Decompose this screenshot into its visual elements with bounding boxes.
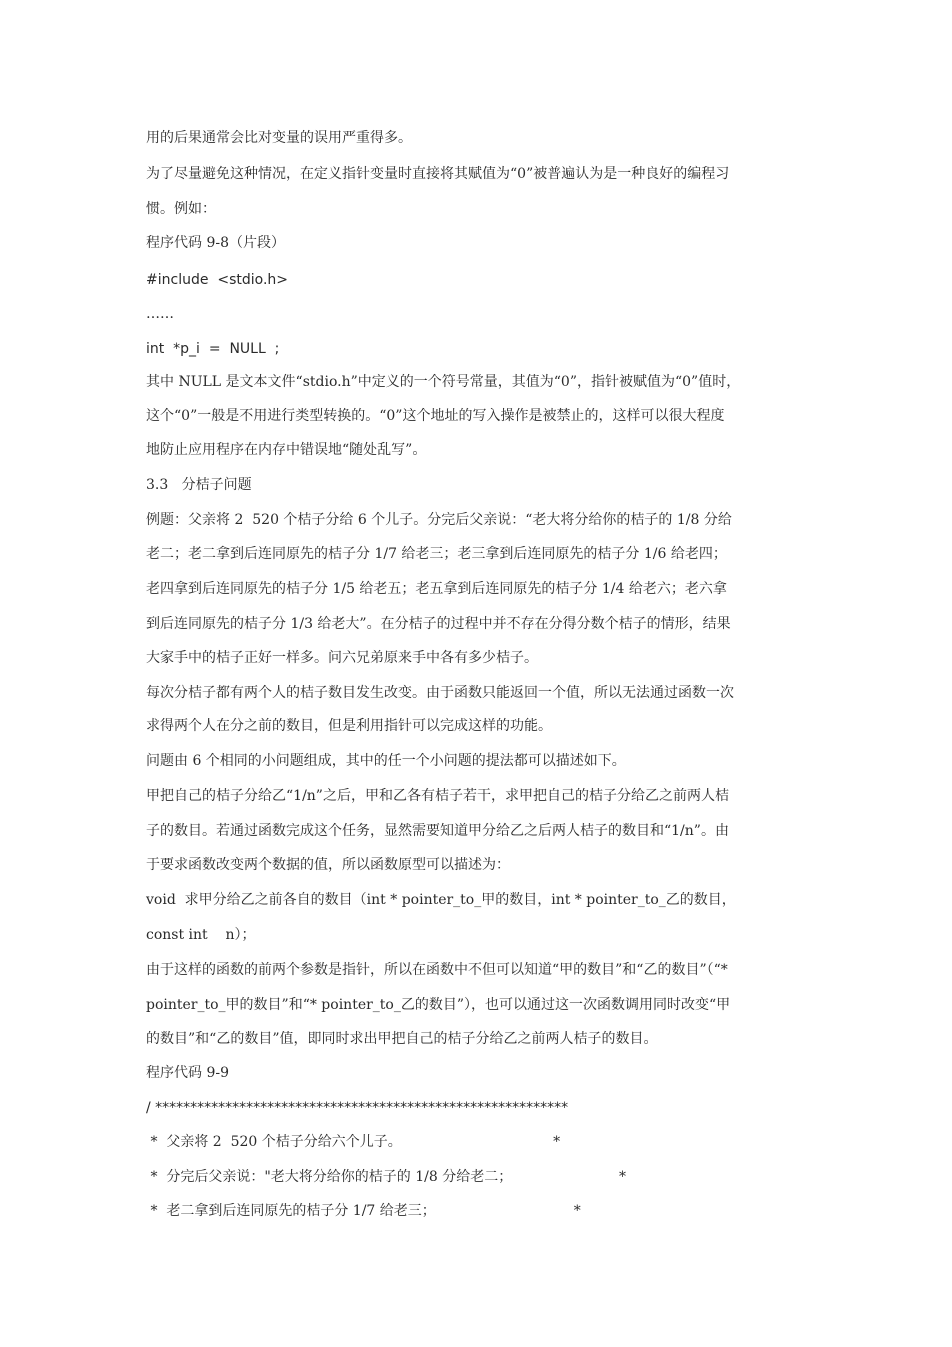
code-line: * 老二拿到后连同原先的桔子分 1/7 给老三； * [146, 1203, 581, 1219]
text-line: pointer_to_甲的数目”和“* pointer_to_乙的数目”），也可以通过这一次函数调用同时改变“甲 [146, 997, 731, 1013]
code-line: void 求甲分给乙之前各自的数目（int * pointer_to_甲的数目，int * pointer_to_乙的数目， [146, 892, 736, 908]
code-label: 程序代码 9-8（片段） [146, 235, 285, 251]
text-line: 大家手中的桔子正好一样多。问六兄弟原来手中各有多少桔子。 [146, 650, 538, 666]
text-line: 于要求函数改变两个数据的值，所以函数原型可以描述为： [146, 857, 510, 873]
text-line: 惯。例如： [146, 201, 216, 217]
section-heading: 3.3 分桔子问题 [146, 477, 252, 493]
text-line: 每次分桔子都有两个人的桔子数目发生改变。由于函数只能返回一个值，所以无法通过函数一次 [146, 685, 734, 701]
code-line: const int n）； [146, 927, 256, 943]
text-line: 为了尽量避免这种情况，在定义指针变量时直接将其赋值为“0”被普遍认为是一种良好的编程习 [146, 166, 730, 182]
text-line: 老二；老二拿到后连同原先的桔子分 1/7 给老三；老三拿到后连同原先的桔子分 1/6 给老四； [146, 546, 727, 562]
text-line: 由于这样的函数的前两个参数是指针，所以在函数中不但可以知道“甲的数目”和“乙的数目”（“* [146, 962, 728, 978]
code-line: / *********************************************************** [146, 1100, 569, 1116]
text-line: 到后连同原先的桔子分 1/3 给老大”。在分桔子的过程中并不存在分得分数个桔子的情形，结果 [146, 616, 731, 632]
text-line: 甲把自己的桔子分给乙“1/n”之后，甲和乙各有桔子若干，求甲把自己的桔子分给乙之前两人桔 [146, 788, 729, 804]
text-line: 其中 NULL 是文本文件“stdio.h”中定义的一个符号常量，其值为“0”，指针被赋值为“0”值时， [146, 374, 741, 390]
code-line: #include <stdio.h> [146, 272, 289, 288]
text-line: 求得两个人在分之前的数目，但是利用指针可以完成这样的功能。 [146, 718, 552, 734]
code-line: int *p_i = NULL ; [146, 341, 280, 357]
code-line: * 分完后父亲说："老大将分给你的桔子的 1/8 分给老二； * [146, 1169, 627, 1185]
text-line: 用的后果通常会比对变量的误用严重得多。 [146, 130, 412, 146]
text-line: 的数目”和“乙的数目”值，即同时求出甲把自己的桔子分给乙之前两人桔子的数目。 [146, 1031, 658, 1047]
text-line: 地防止应用程序在内存中错误地“随处乱写”。 [146, 442, 427, 458]
code-label: 程序代码 9-9 [146, 1065, 229, 1081]
code-line: * 父亲将 2 520 个桔子分给六个儿子。 * [146, 1134, 561, 1150]
code-line: …… [146, 306, 174, 322]
text-line: 子的数目。若通过函数完成这个任务，显然需要知道甲分给乙之后两人桔子的数目和“1/n”。由 [146, 823, 729, 839]
text-line: 这个“0”一般是不用进行类型转换的。“0”这个地址的写入操作是被禁止的，这样可以很大程度 [146, 408, 725, 424]
text-line: 老四拿到后连同原先的桔子分 1/5 给老五；老五拿到后连同原先的桔子分 1/4 给老六；老六拿 [146, 581, 727, 597]
text-line: 例题：父亲将 2 520 个桔子分给 6 个儿子。分完后父亲说：“老大将分给你的桔子的 1/8 分给 [146, 512, 732, 528]
text-line: 问题由 6 个相同的小问题组成，其中的任一个小问题的提法都可以描述如下。 [146, 753, 626, 769]
